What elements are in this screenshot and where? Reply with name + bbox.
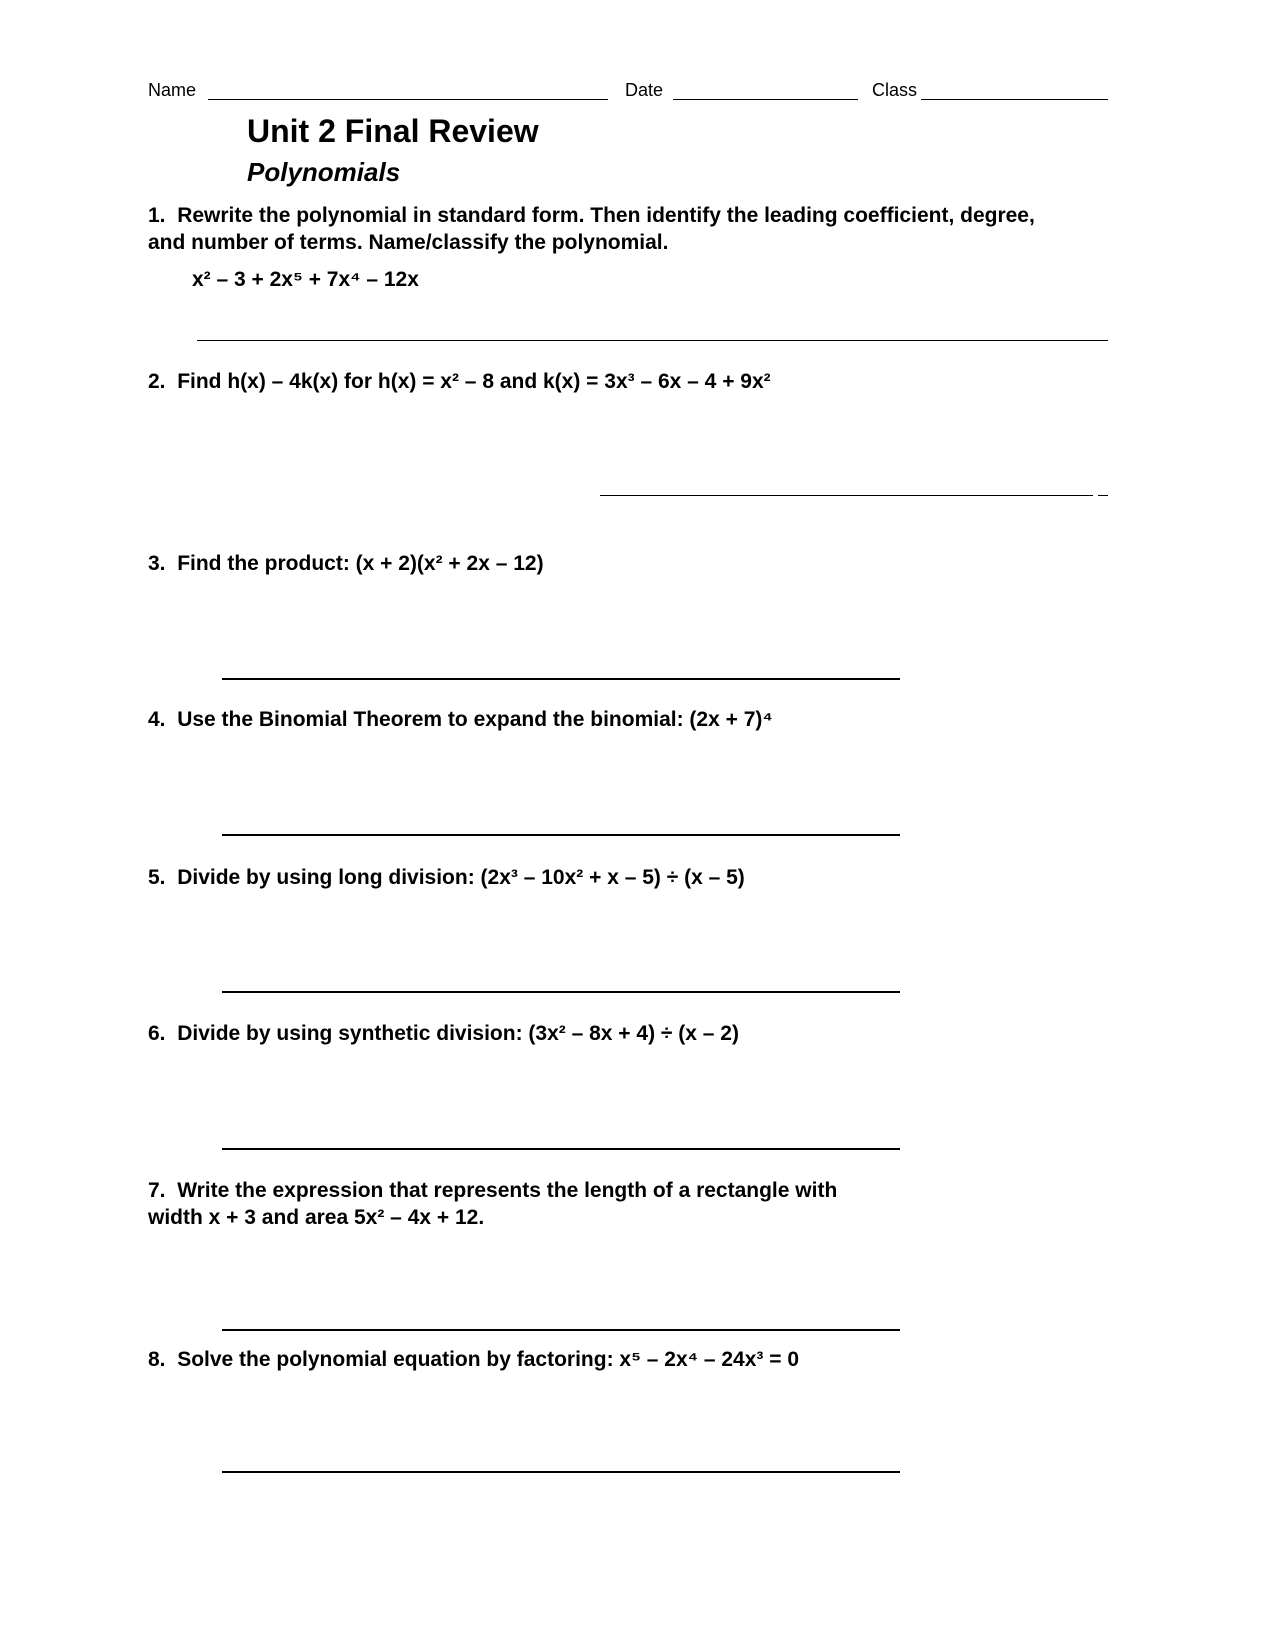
question-7 (148, 1177, 1048, 1231)
question-text: Use the Binomial Theorem to expand the binomial: (2x + 7)⁴ (177, 708, 773, 731)
class-label: Class (872, 80, 918, 100)
question-number: 2. (148, 370, 166, 393)
question-number: 5. (148, 866, 166, 889)
name-field[interactable] (208, 99, 608, 100)
answer-line-2-tail (1098, 495, 1108, 496)
question-4 (148, 706, 773, 733)
question-text-line1: Rewrite the polynomial in standard form. Then identify the leading coefficient, degree, (177, 204, 1035, 227)
class-field[interactable] (921, 99, 1108, 100)
answer-line-4[interactable] (222, 834, 900, 836)
question-number: 1. (148, 204, 166, 227)
date-label: Date (625, 80, 664, 100)
answer-line-2[interactable] (600, 495, 1093, 496)
answer-line-8[interactable] (222, 1471, 900, 1473)
question-text-line2: width x + 3 and area 5x² – 4x + 12. (148, 1206, 485, 1229)
question-number: 6. (148, 1022, 166, 1045)
question-number: 8. (148, 1348, 166, 1371)
date-field[interactable] (673, 99, 858, 100)
question-6 (148, 1020, 739, 1047)
question-5 (148, 864, 745, 891)
question-1-expression: x² – 3 + 2x⁵ + 7x⁴ – 12x (192, 268, 419, 291)
page-title: Unit 2 Final Review (247, 113, 539, 149)
question-number: 3. (148, 552, 166, 575)
question-1 (148, 202, 1128, 256)
question-number: 4. (148, 708, 166, 731)
answer-line-5[interactable] (222, 991, 900, 993)
question-text-line1: Write the expression that represents the length of a rectangle with (177, 1179, 838, 1202)
answer-line-1[interactable] (197, 340, 1108, 341)
answer-line-6[interactable] (222, 1148, 900, 1150)
question-text: Find the product: (x + 2)(x² + 2x – 12) (177, 552, 544, 575)
question-text: Divide by using synthetic division: (3x² – 8x + 4) ÷ (x – 2) (177, 1022, 739, 1045)
question-3 (148, 550, 544, 577)
question-text: Divide by using long division: (2x³ – 10x² + x – 5) ÷ (x – 5) (177, 866, 745, 889)
answer-line-7[interactable] (222, 1329, 900, 1331)
question-2 (148, 368, 771, 395)
question-text: Solve the polynomial equation by factoring: x⁵ – 2x⁴ – 24x³ = 0 (177, 1348, 800, 1371)
question-8 (148, 1346, 799, 1373)
page-subtitle: Polynomials (247, 157, 401, 187)
name-label: Name (148, 80, 197, 100)
question-text: Find h(x) – 4k(x) for h(x) = x² – 8 and k(x) = 3x³ – 6x – 4 + 9x² (177, 370, 771, 393)
answer-line-3[interactable] (222, 678, 900, 680)
question-text-line2: and number of terms. Name/classify the polynomial. (148, 231, 669, 254)
question-number: 7. (148, 1179, 166, 1202)
